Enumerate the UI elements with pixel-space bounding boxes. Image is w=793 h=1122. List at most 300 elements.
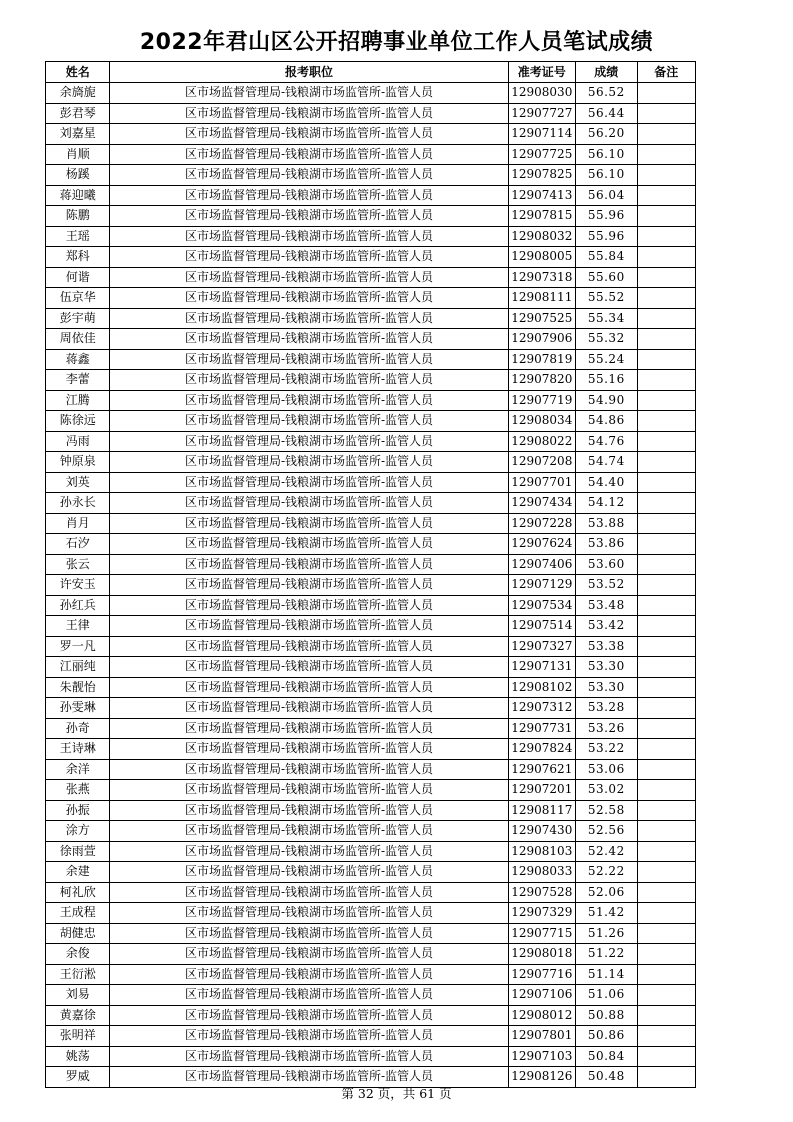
cell-score: 56.04 (576, 185, 637, 206)
cell-note (637, 1026, 695, 1047)
cell-score: 53.02 (576, 780, 637, 801)
table-row (46, 677, 696, 698)
cell-note (637, 329, 695, 350)
cell-note (637, 985, 695, 1006)
cell-name: 朱靓怡 (46, 677, 110, 698)
cell-position: 区市场监督管理局-钱粮湖市场监管所-监管人员 (110, 472, 508, 493)
cell-name: 肖顺 (46, 144, 110, 165)
cell-name: 李蕾 (46, 370, 110, 391)
header-score: 成绩 (576, 62, 637, 83)
table-row (46, 534, 696, 555)
cell-score: 55.96 (576, 226, 637, 247)
table-row (46, 103, 696, 124)
cell-note (637, 903, 695, 924)
cell-note (637, 83, 695, 104)
table-row (46, 616, 696, 637)
cell-name: 余俊 (46, 944, 110, 965)
cell-note (637, 657, 695, 678)
cell-note (637, 821, 695, 842)
cell-note (637, 247, 695, 268)
cell-position: 区市场监督管理局-钱粮湖市场监管所-监管人员 (110, 923, 508, 944)
cell-position: 区市场监督管理局-钱粮湖市场监管所-监管人员 (110, 349, 508, 370)
scores-table (45, 61, 696, 1088)
cell-position: 区市场监督管理局-钱粮湖市场监管所-监管人员 (110, 124, 508, 145)
cell-note (637, 411, 695, 432)
table-row (46, 944, 696, 965)
table-row (46, 903, 696, 924)
cell-exam-id: 12907329 (508, 903, 576, 924)
cell-exam-id: 12908102 (508, 677, 576, 698)
cell-note (637, 349, 695, 370)
cell-name: 刘英 (46, 472, 110, 493)
cell-name: 周依佳 (46, 329, 110, 350)
table-row (46, 964, 696, 985)
cell-name: 孙永长 (46, 493, 110, 514)
table-row (46, 800, 696, 821)
cell-name: 孙奇 (46, 718, 110, 739)
cell-note (637, 739, 695, 760)
cell-name: 何谐 (46, 267, 110, 288)
cell-exam-id: 12907825 (508, 165, 576, 186)
cell-exam-id: 12907819 (508, 349, 576, 370)
cell-note (637, 431, 695, 452)
cell-note (637, 288, 695, 309)
cell-exam-id: 12908022 (508, 431, 576, 452)
cell-note (637, 103, 695, 124)
cell-position: 区市场监督管理局-钱粮湖市场监管所-监管人员 (110, 657, 508, 678)
cell-exam-id: 12908117 (508, 800, 576, 821)
cell-score: 51.26 (576, 923, 637, 944)
cell-score: 55.96 (576, 206, 637, 227)
cell-score: 53.30 (576, 677, 637, 698)
cell-score: 56.44 (576, 103, 637, 124)
cell-position: 区市场监督管理局-钱粮湖市场监管所-监管人员 (110, 431, 508, 452)
cell-position: 区市场监督管理局-钱粮湖市场监管所-监管人员 (110, 636, 508, 657)
cell-note (637, 226, 695, 247)
cell-name: 陈鹏 (46, 206, 110, 227)
cell-position: 区市场监督管理局-钱粮湖市场监管所-监管人员 (110, 534, 508, 555)
cell-name: 张云 (46, 554, 110, 575)
cell-exam-id: 12907824 (508, 739, 576, 760)
cell-note (637, 882, 695, 903)
table-row (46, 554, 696, 575)
cell-name: 王成程 (46, 903, 110, 924)
cell-note (637, 554, 695, 575)
cell-note (637, 944, 695, 965)
cell-position: 区市场监督管理局-钱粮湖市场监管所-监管人员 (110, 308, 508, 329)
cell-score: 53.52 (576, 575, 637, 596)
table-row (46, 575, 696, 596)
cell-position: 区市场监督管理局-钱粮湖市场监管所-监管人员 (110, 513, 508, 534)
cell-name: 孙振 (46, 800, 110, 821)
cell-position: 区市场监督管理局-钱粮湖市场监管所-监管人员 (110, 206, 508, 227)
cell-position: 区市场监督管理局-钱粮湖市场监管所-监管人员 (110, 677, 508, 698)
cell-score: 52.42 (576, 841, 637, 862)
cell-score: 53.22 (576, 739, 637, 760)
cell-score: 53.60 (576, 554, 637, 575)
cell-score: 55.24 (576, 349, 637, 370)
cell-exam-id: 12908012 (508, 1005, 576, 1026)
cell-note (637, 841, 695, 862)
cell-name: 姚荡 (46, 1046, 110, 1067)
table-row (46, 739, 696, 760)
cell-note (637, 964, 695, 985)
cell-position: 区市场监督管理局-钱粮湖市场监管所-监管人员 (110, 493, 508, 514)
cell-exam-id: 12908032 (508, 226, 576, 247)
cell-note (637, 513, 695, 534)
cell-name: 彭宇萌 (46, 308, 110, 329)
cell-note (637, 308, 695, 329)
table-row (46, 1046, 696, 1067)
table-row (46, 165, 696, 186)
cell-position: 区市场监督管理局-钱粮湖市场监管所-监管人员 (110, 247, 508, 268)
table-row (46, 718, 696, 739)
cell-name: 张燕 (46, 780, 110, 801)
table-row (46, 1067, 696, 1088)
cell-exam-id: 12907621 (508, 759, 576, 780)
cell-score: 51.06 (576, 985, 637, 1006)
cell-score: 56.20 (576, 124, 637, 145)
cell-exam-id: 12907731 (508, 718, 576, 739)
cell-score: 55.60 (576, 267, 637, 288)
cell-note (637, 493, 695, 514)
cell-note (637, 698, 695, 719)
cell-score: 50.84 (576, 1046, 637, 1067)
cell-exam-id: 12907719 (508, 390, 576, 411)
table-row (46, 513, 696, 534)
cell-name: 王诗琳 (46, 739, 110, 760)
cell-name: 蒋迎曦 (46, 185, 110, 206)
cell-position: 区市场监督管理局-钱粮湖市场监管所-监管人员 (110, 103, 508, 124)
cell-exam-id: 12907131 (508, 657, 576, 678)
table-row (46, 657, 696, 678)
cell-position: 区市场监督管理局-钱粮湖市场监管所-监管人员 (110, 452, 508, 473)
cell-position: 区市场监督管理局-钱粮湖市场监管所-监管人员 (110, 83, 508, 104)
cell-note (637, 472, 695, 493)
header-position: 报考职位 (110, 62, 508, 83)
cell-position: 区市场监督管理局-钱粮湖市场监管所-监管人员 (110, 985, 508, 1006)
cell-score: 56.10 (576, 144, 637, 165)
cell-note (637, 267, 695, 288)
table-row (46, 862, 696, 883)
cell-position: 区市场监督管理局-钱粮湖市场监管所-监管人员 (110, 1026, 508, 1047)
cell-exam-id: 12907906 (508, 329, 576, 350)
cell-name: 余建 (46, 862, 110, 883)
cell-exam-id: 12907318 (508, 267, 576, 288)
cell-score: 56.52 (576, 83, 637, 104)
cell-score: 52.58 (576, 800, 637, 821)
table-row (46, 821, 696, 842)
cell-exam-id: 12907114 (508, 124, 576, 145)
cell-name: 孙雯琳 (46, 698, 110, 719)
cell-exam-id: 12907434 (508, 493, 576, 514)
cell-name: 罗威 (46, 1067, 110, 1088)
cell-position: 区市场监督管理局-钱粮湖市场监管所-监管人员 (110, 964, 508, 985)
cell-exam-id: 12907801 (508, 1026, 576, 1047)
cell-name: 冯雨 (46, 431, 110, 452)
cell-name: 王衍淞 (46, 964, 110, 985)
cell-score: 52.22 (576, 862, 637, 883)
cell-name: 王律 (46, 616, 110, 637)
cell-position: 区市场监督管理局-钱粮湖市场监管所-监管人员 (110, 841, 508, 862)
cell-score: 54.12 (576, 493, 637, 514)
cell-name: 刘易 (46, 985, 110, 1006)
cell-position: 区市场监督管理局-钱粮湖市场监管所-监管人员 (110, 288, 508, 309)
cell-exam-id: 12908111 (508, 288, 576, 309)
cell-exam-id: 12908103 (508, 841, 576, 862)
cell-score: 54.40 (576, 472, 637, 493)
cell-note (637, 1046, 695, 1067)
cell-position: 区市场监督管理局-钱粮湖市场监管所-监管人员 (110, 390, 508, 411)
cell-score: 53.42 (576, 616, 637, 637)
table-row (46, 923, 696, 944)
cell-note (637, 616, 695, 637)
cell-score: 53.48 (576, 595, 637, 616)
table-row (46, 390, 696, 411)
cell-name: 杨蹊 (46, 165, 110, 186)
table-row (46, 431, 696, 452)
cell-note (637, 575, 695, 596)
cell-position: 区市场监督管理局-钱粮湖市场监管所-监管人员 (110, 780, 508, 801)
cell-position: 区市场监督管理局-钱粮湖市场监管所-监管人员 (110, 595, 508, 616)
cell-note (637, 1005, 695, 1026)
cell-name: 王瑶 (46, 226, 110, 247)
cell-score: 54.74 (576, 452, 637, 473)
cell-exam-id: 12907208 (508, 452, 576, 473)
cell-position: 区市场监督管理局-钱粮湖市场监管所-监管人员 (110, 882, 508, 903)
cell-name: 胡健忠 (46, 923, 110, 944)
cell-name: 余洋 (46, 759, 110, 780)
table-row (46, 472, 696, 493)
table-row (46, 185, 696, 206)
cell-note (637, 534, 695, 555)
cell-note (637, 452, 695, 473)
cell-score: 53.86 (576, 534, 637, 555)
table-row (46, 759, 696, 780)
cell-position: 区市场监督管理局-钱粮湖市场监管所-监管人员 (110, 616, 508, 637)
cell-exam-id: 12907129 (508, 575, 576, 596)
cell-position: 区市场监督管理局-钱粮湖市场监管所-监管人员 (110, 144, 508, 165)
table-row (46, 370, 696, 391)
cell-name: 伍京华 (46, 288, 110, 309)
cell-name: 江丽纯 (46, 657, 110, 678)
cell-score: 53.30 (576, 657, 637, 678)
cell-exam-id: 12907406 (508, 554, 576, 575)
table-row (46, 841, 696, 862)
cell-exam-id: 12907624 (508, 534, 576, 555)
cell-position: 区市场监督管理局-钱粮湖市场监管所-监管人员 (110, 1067, 508, 1088)
cell-name: 蒋鑫 (46, 349, 110, 370)
cell-note (637, 124, 695, 145)
cell-exam-id: 12907727 (508, 103, 576, 124)
cell-score: 54.86 (576, 411, 637, 432)
cell-position: 区市场监督管理局-钱粮湖市场监管所-监管人员 (110, 698, 508, 719)
table-row (46, 226, 696, 247)
cell-score: 55.84 (576, 247, 637, 268)
cell-position: 区市场监督管理局-钱粮湖市场监管所-监管人员 (110, 226, 508, 247)
table-row (46, 985, 696, 1006)
cell-score: 54.76 (576, 431, 637, 452)
cell-position: 区市场监督管理局-钱粮湖市场监管所-监管人员 (110, 1046, 508, 1067)
cell-score: 53.88 (576, 513, 637, 534)
cell-position: 区市场监督管理局-钱粮湖市场监管所-监管人员 (110, 267, 508, 288)
table-body (46, 83, 696, 1088)
cell-position: 区市场监督管理局-钱粮湖市场监管所-监管人员 (110, 370, 508, 391)
cell-note (637, 185, 695, 206)
page-title: 2022年君山区公开招聘事业单位工作人员笔试成绩 (139, 30, 654, 55)
cell-exam-id: 12908033 (508, 862, 576, 883)
cell-score: 54.90 (576, 390, 637, 411)
cell-position: 区市场监督管理局-钱粮湖市场监管所-监管人员 (110, 718, 508, 739)
cell-name: 张明祥 (46, 1026, 110, 1047)
cell-score: 53.06 (576, 759, 637, 780)
cell-note (637, 923, 695, 944)
header-exam-id: 准考证号 (508, 62, 576, 83)
cell-note (637, 759, 695, 780)
cell-position: 区市场监督管理局-钱粮湖市场监管所-监管人员 (110, 554, 508, 575)
cell-name: 涂方 (46, 821, 110, 842)
cell-score: 51.22 (576, 944, 637, 965)
cell-name: 徐雨萱 (46, 841, 110, 862)
cell-position: 区市场监督管理局-钱粮湖市场监管所-监管人员 (110, 185, 508, 206)
cell-name: 陈徐远 (46, 411, 110, 432)
table-row (46, 267, 696, 288)
header-row (46, 62, 696, 83)
cell-name: 郑科 (46, 247, 110, 268)
cell-exam-id: 12907528 (508, 882, 576, 903)
cell-exam-id: 12908005 (508, 247, 576, 268)
table-row (46, 452, 696, 473)
cell-note (637, 165, 695, 186)
header-name: 姓名 (46, 62, 110, 83)
cell-exam-id: 12907534 (508, 595, 576, 616)
cell-note (637, 390, 695, 411)
cell-name: 肖月 (46, 513, 110, 534)
cell-name: 孙红兵 (46, 595, 110, 616)
cell-exam-id: 12907201 (508, 780, 576, 801)
cell-exam-id: 12907725 (508, 144, 576, 165)
cell-name: 余旖旎 (46, 83, 110, 104)
cell-name: 许安玉 (46, 575, 110, 596)
cell-position: 区市场监督管理局-钱粮湖市场监管所-监管人员 (110, 759, 508, 780)
page-footer: 第 32 页，共 61 页 (341, 1086, 452, 1101)
table-row (46, 493, 696, 514)
cell-note (637, 780, 695, 801)
cell-score: 52.06 (576, 882, 637, 903)
cell-exam-id: 12907701 (508, 472, 576, 493)
cell-note (637, 636, 695, 657)
cell-score: 52.56 (576, 821, 637, 842)
table-row (46, 329, 696, 350)
cell-exam-id: 12908126 (508, 1067, 576, 1088)
cell-score: 51.14 (576, 964, 637, 985)
table-row (46, 1026, 696, 1047)
cell-exam-id: 12907106 (508, 985, 576, 1006)
cell-note (637, 677, 695, 698)
cell-score: 53.26 (576, 718, 637, 739)
cell-note (637, 718, 695, 739)
cell-note (637, 862, 695, 883)
table-row (46, 247, 696, 268)
header-note: 备注 (637, 62, 695, 83)
table-row (46, 349, 696, 370)
table-row (46, 83, 696, 104)
cell-exam-id: 12907514 (508, 616, 576, 637)
cell-position: 区市场监督管理局-钱粮湖市场监管所-监管人员 (110, 903, 508, 924)
cell-name: 钟原泉 (46, 452, 110, 473)
cell-score: 56.10 (576, 165, 637, 186)
table-row (46, 780, 696, 801)
cell-exam-id: 12908034 (508, 411, 576, 432)
table-row (46, 206, 696, 227)
cell-name: 黄嘉徐 (46, 1005, 110, 1026)
cell-name: 江腾 (46, 390, 110, 411)
cell-name: 石汐 (46, 534, 110, 555)
cell-exam-id: 12908018 (508, 944, 576, 965)
table-row (46, 124, 696, 145)
cell-note (637, 370, 695, 391)
table-row (46, 882, 696, 903)
table-row (46, 636, 696, 657)
table-row (46, 595, 696, 616)
cell-score: 50.88 (576, 1005, 637, 1026)
cell-exam-id: 12907327 (508, 636, 576, 657)
cell-note (637, 206, 695, 227)
cell-score: 55.32 (576, 329, 637, 350)
cell-position: 区市场监督管理局-钱粮湖市场监管所-监管人员 (110, 411, 508, 432)
cell-exam-id: 12907716 (508, 964, 576, 985)
cell-position: 区市场监督管理局-钱粮湖市场监管所-监管人员 (110, 862, 508, 883)
cell-exam-id: 12908030 (508, 83, 576, 104)
cell-position: 区市场监督管理局-钱粮湖市场监管所-监管人员 (110, 165, 508, 186)
cell-position: 区市场监督管理局-钱粮湖市场监管所-监管人员 (110, 800, 508, 821)
cell-position: 区市场监督管理局-钱粮湖市场监管所-监管人员 (110, 575, 508, 596)
cell-note (637, 595, 695, 616)
cell-exam-id: 12907312 (508, 698, 576, 719)
table-row (46, 1005, 696, 1026)
table-row (46, 288, 696, 309)
cell-position: 区市场监督管理局-钱粮湖市场监管所-监管人员 (110, 329, 508, 350)
cell-exam-id: 12907525 (508, 308, 576, 329)
table-row (46, 144, 696, 165)
cell-name: 柯礼欣 (46, 882, 110, 903)
cell-exam-id: 12907820 (508, 370, 576, 391)
cell-score: 53.38 (576, 636, 637, 657)
cell-name: 刘嘉星 (46, 124, 110, 145)
cell-position: 区市场监督管理局-钱粮湖市场监管所-监管人员 (110, 739, 508, 760)
cell-exam-id: 12907430 (508, 821, 576, 842)
cell-note (637, 144, 695, 165)
cell-note (637, 800, 695, 821)
cell-score: 55.16 (576, 370, 637, 391)
cell-score: 50.86 (576, 1026, 637, 1047)
cell-note (637, 1067, 695, 1088)
cell-name: 彭君琴 (46, 103, 110, 124)
table-row (46, 411, 696, 432)
cell-exam-id: 12907715 (508, 923, 576, 944)
cell-score: 55.52 (576, 288, 637, 309)
cell-exam-id: 12907103 (508, 1046, 576, 1067)
table-row (46, 698, 696, 719)
cell-position: 区市场监督管理局-钱粮湖市场监管所-监管人员 (110, 944, 508, 965)
cell-score: 53.28 (576, 698, 637, 719)
cell-exam-id: 12907228 (508, 513, 576, 534)
cell-score: 50.48 (576, 1067, 637, 1088)
cell-exam-id: 12907815 (508, 206, 576, 227)
cell-score: 51.42 (576, 903, 637, 924)
cell-position: 区市场监督管理局-钱粮湖市场监管所-监管人员 (110, 1005, 508, 1026)
cell-name: 罗一凡 (46, 636, 110, 657)
